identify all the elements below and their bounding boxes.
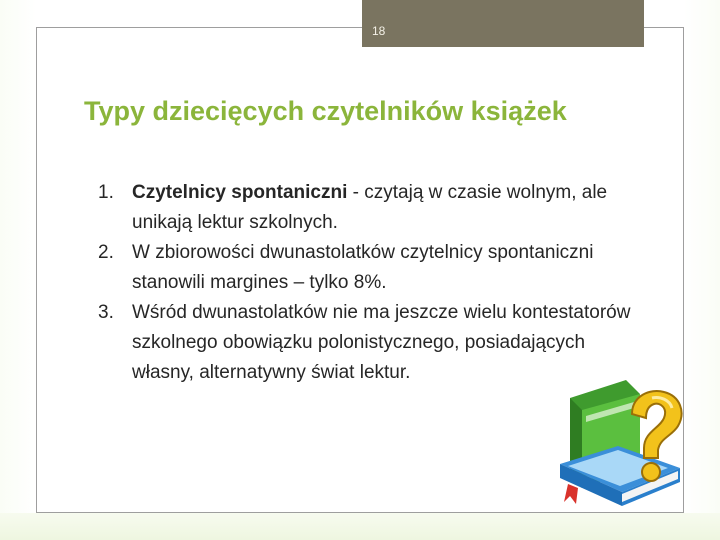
slide-number: 18 <box>372 24 386 38</box>
numbered-list <box>98 178 638 388</box>
list-item-number: 1. <box>98 182 114 203</box>
background-band-right <box>684 0 720 540</box>
books-question-mark-icon <box>556 376 688 512</box>
slide-title: Typy dziecięcych czytelników książek <box>84 96 567 126</box>
list-item <box>98 298 638 388</box>
slide-number-box <box>362 0 644 47</box>
list-item <box>98 178 638 238</box>
list-item-number: 2. <box>98 242 114 263</box>
list-item <box>98 238 638 298</box>
bookmark-ribbon-icon <box>564 484 578 504</box>
list-item-text: W zbiorowości dwunastolatków czytelnicy spontaniczni stanowili margines – tylko 8%. <box>132 242 594 293</box>
list-item-text: Wśród dwunastolatków nie ma jeszcze wielu kontestatorów szkolnego obowiązku polonistycznego, posiadających własny, alternatywny świat lektur. <box>132 302 631 383</box>
background-band-left <box>0 0 36 540</box>
background-band-bottom <box>0 513 720 540</box>
list-item-number: 3. <box>98 302 114 323</box>
list-item-text: - czytają w czasie wolnym, ale unikają lektur szkolnych. <box>132 182 608 233</box>
list-item-bold-text: Czytelnicy spontaniczni <box>132 182 348 203</box>
